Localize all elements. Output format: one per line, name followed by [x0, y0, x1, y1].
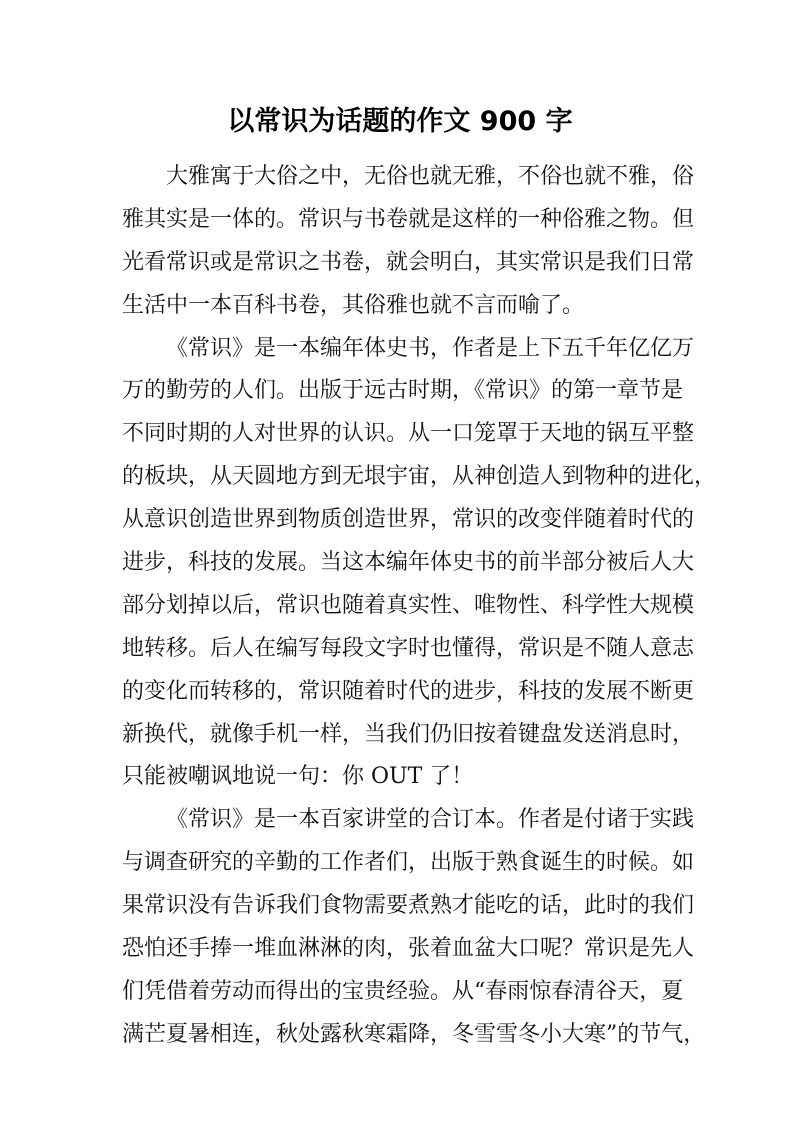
text-line: 生活中一本百科书卷，其俗雅也就不言而喻了。 — [122, 292, 585, 318]
text-line: 部分划掉以后，常识也随着真实性、唯物性、科学性大规模 — [122, 592, 695, 618]
text-line: 万的勤劳的人们。出版于远古时期，《常识》的第一章节是 — [122, 378, 684, 404]
text-line: 果常识没有告诉我们食物需要煮熟才能吃的话，此时的我们 — [122, 893, 695, 919]
text-line: 只能被嘲讽地说一句：你 OUT 了！ — [122, 764, 474, 790]
text-line: 大雅寓于大俗之中，无俗也就无雅，不俗也就不雅，俗 — [166, 164, 695, 189]
page-title: 以常识为话题的作文 900 字 — [227, 106, 573, 137]
text-line: 《常识》是一本编年体史书，作者是上下五千年亿亿万 — [166, 335, 695, 361]
text-line: 光看常识或是常识之书卷，就会明白，其实常识是我们日常 — [122, 249, 695, 275]
text-line: 的板块，从天圆地方到无垠宇宙，从神创造人到物种的进化， — [122, 464, 717, 490]
paragraph — [122, 156, 695, 328]
text-line: 地转移。后人在编写每段文字时也懂得，常识是不随人意志 — [122, 635, 695, 661]
text-line: 雅其实是一体的。常识与书卷就是这样的一种俗雅之物。但 — [122, 206, 695, 232]
document-body — [122, 156, 717, 1057]
text-line: 满芒夏暑相连，秋处露秋寒霜降，冬雪雪冬小大寒”的节气， — [122, 1021, 706, 1047]
text-line: 恐怕还手捧一堆血淋淋的肉，张着血盆大口呢？常识是先人 — [122, 936, 695, 962]
text-line: 的变化而转移的，常识随着时代的进步，科技的发展不断更 — [122, 678, 695, 704]
paragraph — [122, 799, 706, 1056]
text-line: 不同时期的人对世界的认识。从一口笼罩于天地的锅互平整 — [122, 421, 695, 447]
text-line: 进步，科技的发展。当这本编年体史书的前半部分被后人大 — [122, 550, 695, 576]
text-line: 们凭借着劳动而得出的宝贵经验。从“春雨惊春清谷天，夏 — [122, 978, 684, 1004]
text-line: 新换代，就像手机一样，当我们仍旧按着键盘发送消息时， — [122, 721, 695, 747]
text-line: 与调查研究的辛勤的工作者们，出版于熟食诞生的时候。如 — [122, 850, 695, 876]
text-line: 《常识》是一本百家讲堂的合订本。作者是付诸于实践 — [166, 807, 695, 833]
text-line: 从意识创造世界到物质创造世界，常识的改变伴随着时代的 — [122, 507, 695, 533]
paragraph — [122, 328, 717, 800]
